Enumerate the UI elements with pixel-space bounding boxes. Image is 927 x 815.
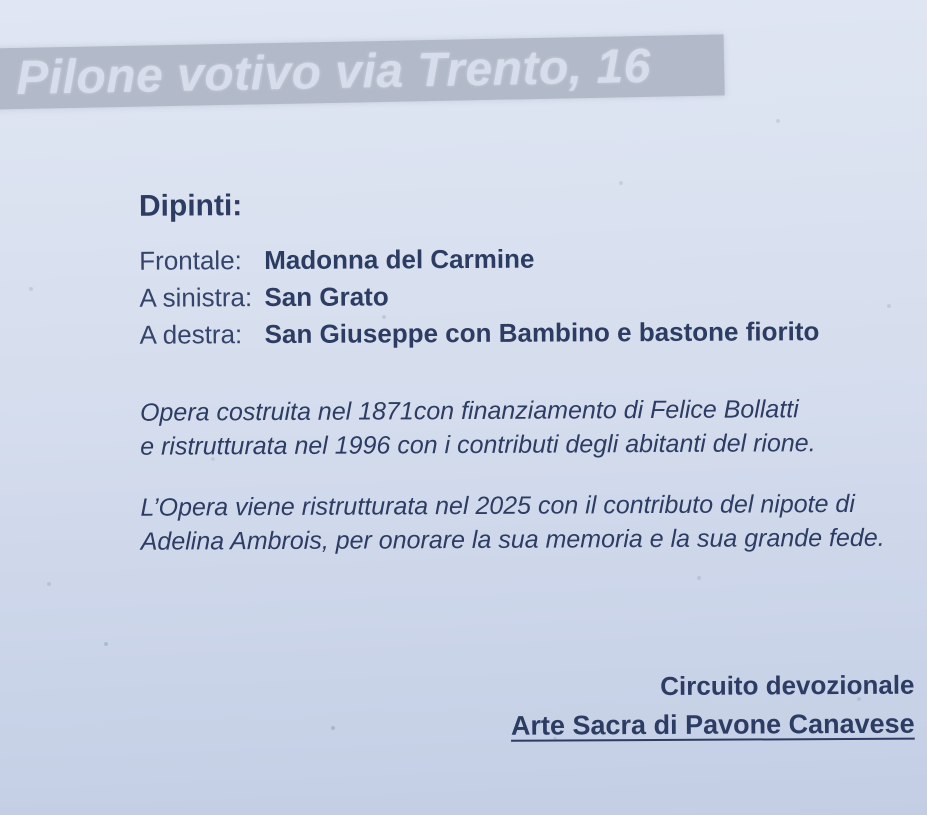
row-value: San Grato	[264, 281, 389, 313]
sign-title: Pilone votivo via Trento, 16	[15, 39, 652, 105]
title-band	[0, 34, 725, 109]
row-value: Madonna del Carmine	[264, 243, 535, 276]
history-paragraph-1871	[140, 392, 816, 464]
dipinti-list	[139, 239, 819, 354]
history-line: e ristrutturata nel 1996 con i contributi degli abitanti del rione.	[140, 429, 816, 461]
history-line: Adelina Ambrois, per onorare la sua memoria e la sua grande fede.	[140, 523, 885, 556]
footer-credit	[511, 669, 915, 743]
dipinti-row-destra	[140, 313, 820, 354]
row-label: A destra:	[139, 319, 243, 350]
dipinti-row-sinistra	[139, 276, 819, 317]
dipinti-row-frontale	[139, 239, 819, 280]
dipinti-heading: Dipinti:	[138, 189, 243, 223]
footer-circuit-name: Circuito devozionale	[660, 669, 915, 701]
history-paragraph-2025	[140, 487, 884, 559]
row-label: A sinistra:	[139, 282, 253, 313]
dust-speckles	[0, 0, 2, 2]
history-line: L’Opera viene ristrutturata nel 2025 con il contributo del nipote di	[140, 489, 855, 522]
footer-organization-name: Arte Sacra di Pavone Canavese	[510, 708, 915, 741]
row-label: Frontale:	[139, 245, 242, 276]
row-value: San Giuseppe con Bambino e bastone fiorito	[264, 316, 820, 350]
history-line: Opera costruita nel 1871con finanziamento di Felice Bollatti	[139, 395, 799, 427]
